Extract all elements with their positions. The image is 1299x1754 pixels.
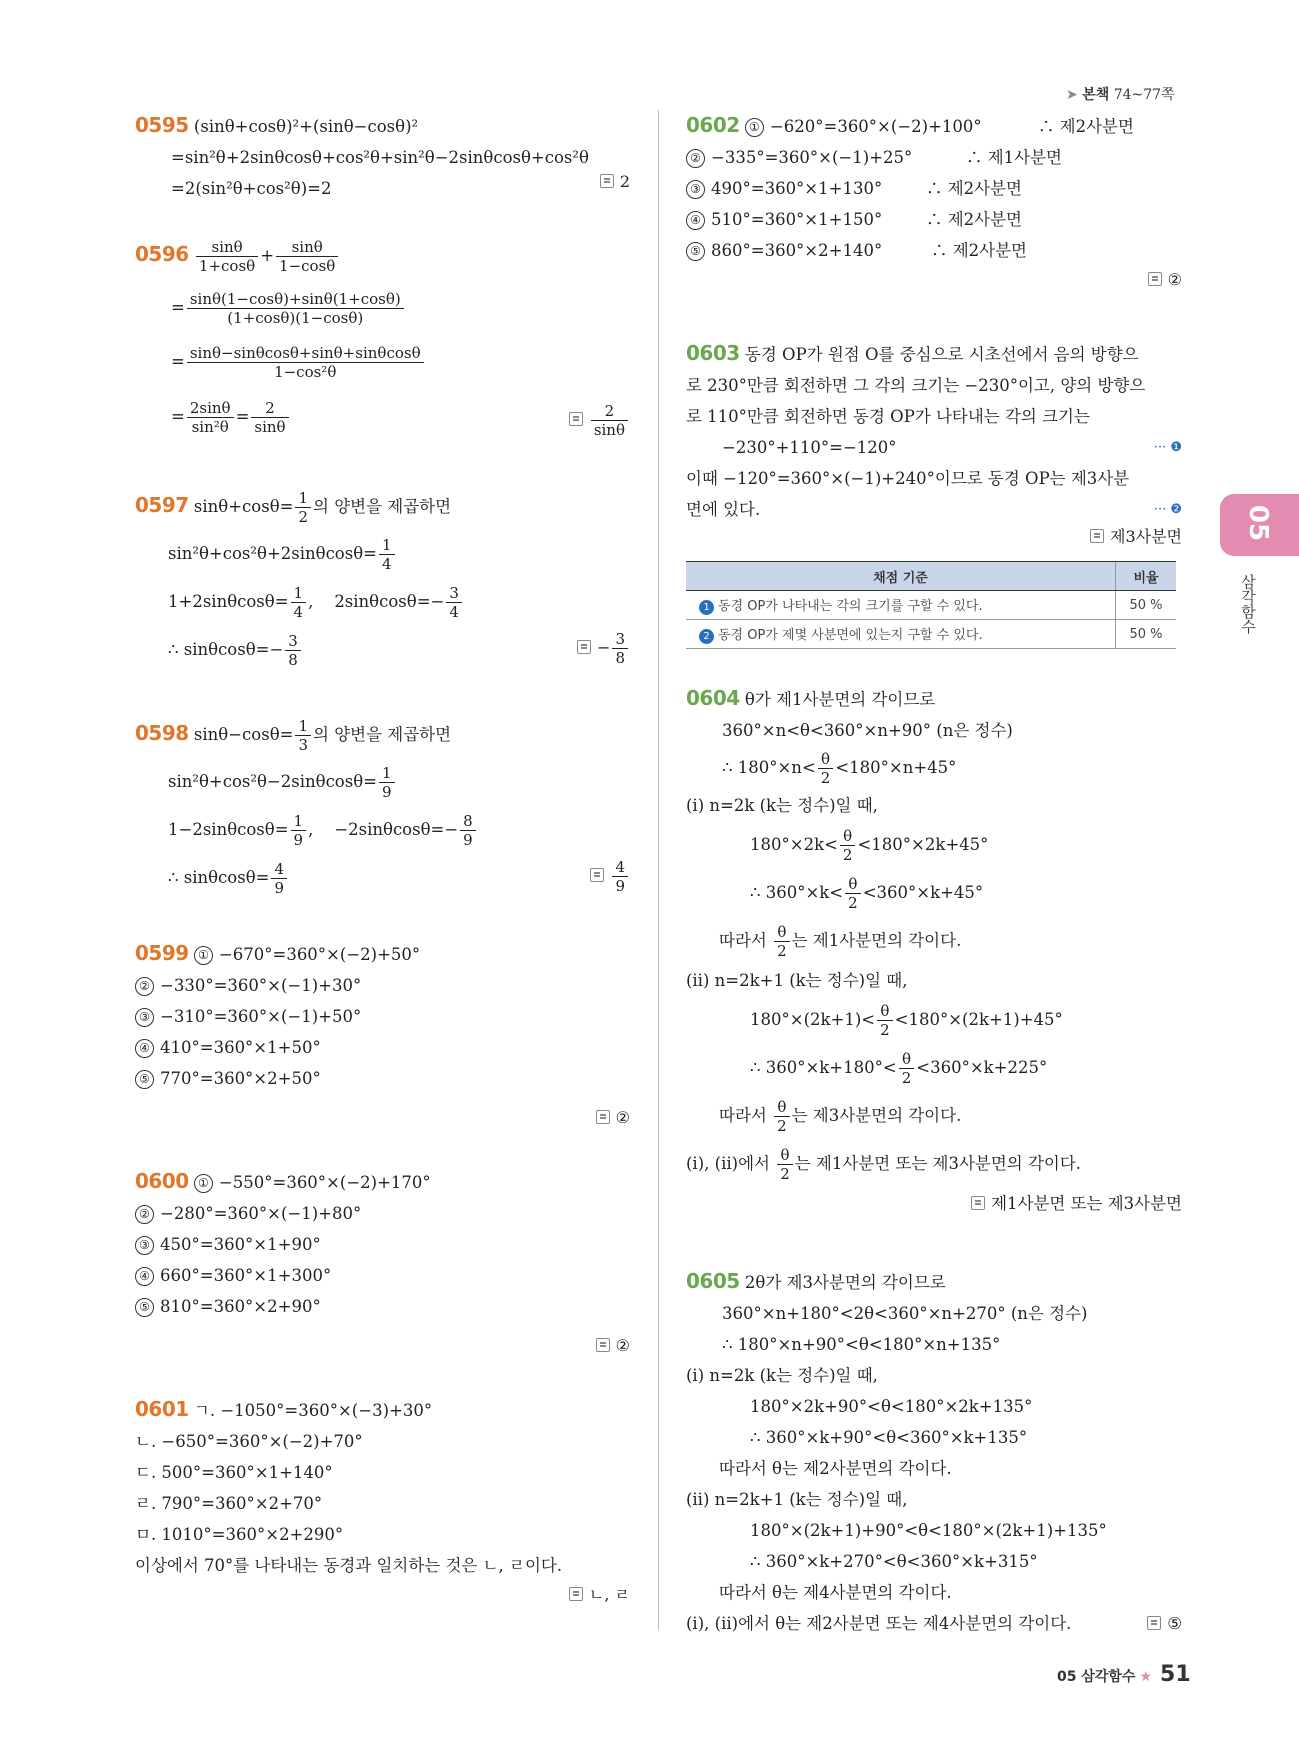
problem-0595 — [135, 110, 630, 230]
fraction: $\frac{\sin\theta-\sin\theta\cos\theta+\sin\theta+\sin\theta\cos\theta}{\text{1−cos²θ}}$ — [187, 344, 424, 381]
answer: 제1사분면 또는 제3사분면 — [686, 1188, 1182, 1219]
answer: $\frac{4}{9}$ — [590, 858, 630, 895]
header-book-label: 본책 — [1082, 87, 1110, 103]
fraction: $\frac{\sin\theta}{1-\cos\theta}$ — [276, 238, 338, 275]
problem-0603: 0603 동경 OP가 원점 O를 중심으로 시초선에서 음의 방향으 로 230°만큼 회전하면 그 각의 크기는 −230°이고, 양의 방향으 로 110°만큼 회전하면 동경 OP가 나타내는 각의 크기는 −230°+110°=−120° ··· ❶ 이때 −120°=360°×(−1)+240°이므로 동경 OP는 제3사분 면에 있다. ··· ❷ 제3사분면 — [686, 341, 1182, 546]
answer-icon — [577, 640, 591, 654]
expression: =sin²θ+2sinθcosθ+cos²θ+sin²θ−2sinθcosθ+cos²θ — [171, 148, 589, 167]
table-row: 2 동경 OP가 제몇 사분면에 있는지 구할 수 있다. 50 % — [686, 620, 1176, 649]
chapter-tab[interactable]: 05 — [1220, 494, 1299, 556]
page-header: ➤ 본책 74~77쪽 — [1066, 87, 1175, 103]
answer-icon — [596, 1338, 610, 1352]
answer-icon — [590, 868, 604, 882]
problem-number: 0603 — [686, 341, 740, 365]
fraction: $\frac{\sin\theta(1-\cos\theta)+\sin\theta(1+\cos\theta)}{(1+\cos\theta)(1-\cos\theta)}$ — [187, 290, 404, 327]
step-1-icon: 1 — [699, 600, 714, 615]
answer: 제3사분면 — [1090, 524, 1182, 547]
page-footer — [1057, 1662, 1191, 1687]
problem-0600: 0600 ① −550°=360°×(−2)+170° ② −280°=360°×(−1)+80° ③ 450°=360°×1+90° ④ 660°=360°×1+300° ⑤ 810°=360°×2+90° ② — [135, 1169, 630, 1355]
answer: ② — [596, 1108, 630, 1127]
footer-chapter: 05 삼각함수 — [1057, 1669, 1136, 1685]
answer: 2 — [600, 172, 630, 191]
problem-number: 0602 — [686, 113, 740, 137]
expression: =2(sin²θ+cos²θ)=2 — [171, 179, 332, 198]
problem-0596: 0596 $\frac{\sin\theta}{1+\cos\theta}$ + $\frac{\sin\theta}{1-\cos\theta}$ = $\frac{\sin\theta(1-\cos\theta)+\sin\theta(1+\cos\theta)}{(1+\cos\theta)(1-\cos\theta)}$ = $\frac{\sin\theta-\sin\theta\cos\theta+\sin\theta+\sin\theta\cos\theta}{\text{1−cos²θ}}$ = $\frac{2\sin\theta}{\text{sin²θ}}$ = $\frac{2}{\sin\theta}$ $\frac{2}{\sin\theta}$ — [135, 230, 630, 482]
fraction: $\frac{2\sin\theta}{\text{sin²θ}}$ — [187, 399, 234, 436]
answer: ② — [596, 1336, 630, 1355]
answer: $\frac{2}{\sin\theta}$ — [569, 402, 630, 439]
answer-icon — [1148, 272, 1162, 286]
answer-icon — [971, 1196, 985, 1210]
grading-header-ratio: 비율 — [1116, 562, 1177, 591]
answer: − $\frac{3}{8}$ — [577, 630, 630, 667]
problem-number: 0598 — [135, 721, 189, 745]
answer: ⑤ — [1147, 1608, 1182, 1639]
problem-number: 0605 — [686, 1269, 740, 1293]
problem-0605: 0605 2θ가 제3사분면의 각이므로 360°×n+180°<2θ<360°×n+270° (n은 정수) ∴ 180°×n+90°<θ<180°×n+135° (ⅰ) n=2k (k는 정수)일 때, 180°×2k+90°<θ<180°×2k+135° ∴ 360°×k+90°<θ<360°×k+135° 따라서 θ는 제2사분면의 각이다. (ⅱ) n=2k+1 (k는 정수)일 때, 180°×(2k+1)+90°<θ<180°×(2k+1)+135° ∴ 360°×k+270°<θ<360°×k+315° 따라서 θ는 제4사분면의 각이다. (ⅰ), (ⅱ)에서 θ는 제2사분면 또는 제4사분면의 각이다. ⑤ — [686, 1266, 1182, 1639]
fraction: $\frac{\sin\theta}{1+\cos\theta}$ — [196, 238, 258, 275]
problem-number: 0595 — [135, 113, 189, 137]
answer-icon — [569, 1587, 583, 1601]
expression: (sinθ+cosθ)²+(sinθ−cosθ)² — [193, 117, 419, 136]
answer-icon — [1090, 529, 1104, 543]
left-column — [135, 110, 630, 1622]
table-row: 1 동경 OP가 나타내는 각의 크기를 구할 수 있다. 50 % — [686, 591, 1176, 620]
problem-0597: 0597 sinθ+cosθ= $\frac{1}{2}$ 의 양변을 제곱하면 sin²θ+cos²θ+2sinθcosθ= $\frac{1}{4}$ 1+2sinθcosθ= $\frac{1}{4}$ , 2sinθcosθ=− $\frac{3}{4}$ ∴ sinθcosθ=− $\frac{3}{8}$ − $\frac{3}{8}$ — [135, 482, 630, 710]
problem-0604: 0604 θ가 제1사분면의 각이므로 360°×n<θ<360°×n+90° (n은 정수) ∴ 180°×n< $\frac{\theta}{2}$ <180°×n+45° (ⅰ) n=2k (k는 정수)일 때, 180°×2k< $\frac{\theta}{2}$ <180°×2k+45° ∴ 360°×k< $\frac{\theta}{2}$ <360°×k+45° 따라서 $\frac{\theta}{2}$ 는 제1사분면의 각이다. (ⅱ) n=2k+1 (k는 정수)일 때, 180°×(2k+1)< $\frac{\theta}{2}$ <180°×(2k+1)+45° ∴ 360°×k+180°< $\frac{\theta}{2}$ <360°×k+225° 따라서 $\frac{\theta}{2}$ 는 제3사분면의 각이다. (ⅰ), (ⅱ)에서 $\frac{\theta}{2}$ 는 제1사분면 또는 제3사분면의 각이다. 제1사분면 또는 제3사분면 — [686, 683, 1182, 1219]
problem-number: 0604 — [686, 686, 740, 710]
page-number: 51 — [1160, 1662, 1191, 1687]
problem-number: 0599 — [135, 941, 189, 965]
step-marker-1: ··· ❶ — [1153, 440, 1182, 455]
answer: ② — [1148, 270, 1182, 289]
grading-table — [686, 561, 1176, 649]
problem-number: 0600 — [135, 1169, 189, 1193]
column-divider — [658, 110, 659, 1630]
answer-icon — [600, 174, 614, 188]
conclusion: 이상에서 70°를 나타내는 동경과 일치하는 것은 ㄴ, ㄹ이다. — [135, 1556, 563, 1575]
grading-header-criteria: 채점 기준 — [686, 562, 1116, 591]
fraction: $\frac{2}{\sin\theta}$ — [251, 399, 288, 436]
right-column — [686, 110, 1182, 568]
problem-0601: 0601 ㄱ. −1050°=360°×(−3)+30° ㄴ. −650°=360°×(−2)+70° ㄷ. 500°=360°×1+140° ㄹ. 790°=360°×2+70° ㅁ. 1010°=360°×2+290° 이상에서 70°를 나타내는 동경과 일치하는 것은 ㄴ, ㄹ이다. ㄴ, ㄹ — [135, 1397, 630, 1604]
answer-icon — [569, 412, 583, 426]
step-marker-2: ··· ❷ — [1153, 502, 1182, 517]
problem-number: 0601 — [135, 1397, 189, 1421]
chapter-tab-label: 삼각함수 — [1239, 574, 1257, 634]
step-2-icon: 2 — [699, 629, 714, 644]
problem-number: 0597 — [135, 493, 189, 517]
header-pages: 74~77쪽 — [1113, 87, 1175, 103]
answer-icon — [1147, 1616, 1161, 1630]
star-icon: ★ — [1139, 1669, 1153, 1685]
problem-number: 0596 — [135, 242, 189, 266]
problem-0602: 0602 ① −620°=360°×(−2)+100° ∴ 제2사분면 ② −335°=360°×(−1)+25° ∴ 제1사분면 ③ 490°=360°×1+130° ∴ 제2사분면 ④ 510°=360°×1+150° ∴ 제2사분면 ⑤ 860°=360°×2+140° ∴ 제2사분면 ② — [686, 113, 1182, 289]
answer: ㄴ, ㄹ — [569, 1582, 630, 1605]
problem-0598: 0598 sinθ−cosθ= $\frac{1}{3}$ 의 양변을 제곱하면 sin²θ+cos²θ−2sinθcosθ= $\frac{1}{9}$ 1−2sinθcosθ= $\frac{1}{9}$ , −2sinθcosθ=− $\frac{8}{9}$ ∴ sinθcosθ= $\frac{4}{9}$ $\frac{4}{9}$ — [135, 710, 630, 938]
answer-icon — [596, 1110, 610, 1124]
problem-0599: 0599 ① −670°=360°×(−2)+50° ② −330°=360°×(−1)+30° ③ −310°=360°×(−1)+50° ④ 410°=360°×1+50° ⑤ 770°=360°×2+50° ② — [135, 941, 630, 1127]
